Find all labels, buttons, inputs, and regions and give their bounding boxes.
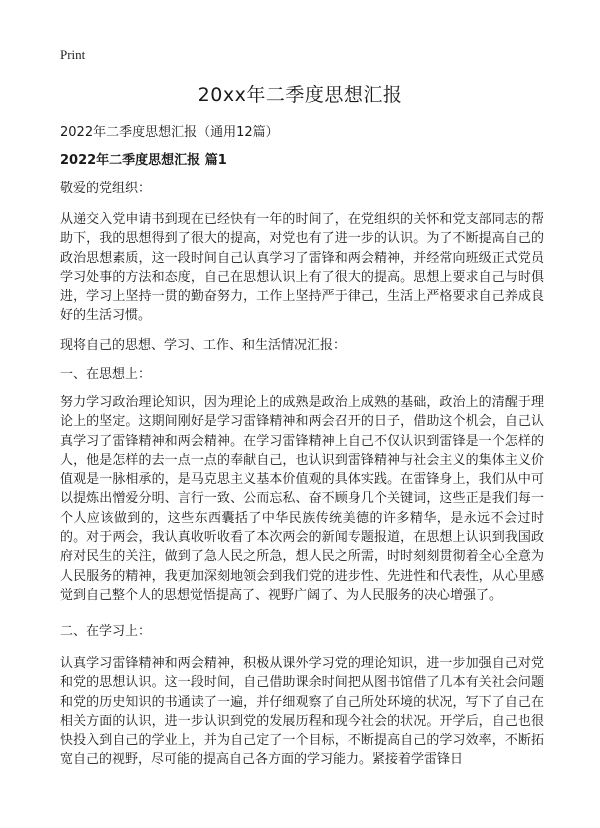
salutation: 敬爱的党组织： <box>60 181 152 196</box>
paragraph-thought: 努力学习政治理论知识，因为理论上的成熟是政治上成熟的基础，政治上的清醒于理论上的坚定。这期间刚好是学习雷锋精神和两会召开的日子，借助这个机会，自己认真学习了雷锋精神和两会精神。在学习雷锋精神上自己不仅认识到雷锋是一个怎样的人，他是怎样的去一点一点的奉献自己，也认识到雷锋精神与社会主义的集体主义价值观是一脉相承的，是马克思主义基本价值观的具体实践。在雷锋身上，我们从中可以提炼出憎爱分明、言行一致、公而忘私、奋不顾身几个关键词，这些正是我们每一个人应该做到的，这些东西囊括了中华民族传统美德的许多精华，是永远不会过时的。对于两会，我认真收听收看了本次两会的新闻专题报道，在思想上认识到我国政府对民生的关注，做到了急人民之所急，想人民之所需，时时刻刻贯彻着全心全意为人民服务的精神，我更加深刻地领会到我们党的进步性、先进性和代表性，从心里感觉到自己整个人的思想觉悟提高了、视野广阔了、为人民服务的决心增强了。 <box>60 395 544 603</box>
document-subtitle: 2022年二季度思想汇报（通用12篇） <box>60 125 279 140</box>
print-link[interactable]: Print <box>60 47 86 62</box>
paragraph-report-lead: 现将自己的思想、学习、工作、和生活情况汇报： <box>60 338 347 353</box>
heading-study: 二、在学习上： <box>60 624 152 639</box>
paragraph-study: 认真学习雷锋精神和两会精神，积极从课外学习党的理论知识，进一步加强自己对党和党的思想认识。这一段时间，自己借助课余时间把从图书馆借了几本有关社会问题和党的历史知识的书通读了一遍，并仔细观察了自己所处环境的状况，写下了自己在相关方面的认识，进一步认识到党的发展历程和现今社会的状况。开学后，自己也很快投入到自己的学业上，并为自己定了一个目标，不断提高自己的学习效率，不断拓宽自己的视野，尽可能的提高自己各方面的学习能力。紧接着学雷锋日 <box>60 656 544 768</box>
paragraph-intro: 从递交入党申请书到现在已经快有一年的时间了，在党组织的关怀和党支部同志的帮助下，我的思想得到了很大的提高，对党也有了进一步的认识。为了不断提高自己的政治思想素质，这一段时间自己认真学习了雷锋和两会精神，并经常向班级正式党员学习处事的方法和态度，自己在思想认识上有了很大的提高。思想上要求自己与时俱进，学习上坚持一贯的勤奋努力，工作上坚持严于律己，生活上严格要求自己养成良好的生活习惯。 <box>60 212 544 324</box>
section-title: 2022年二季度思想汇报 篇1 <box>60 153 227 168</box>
heading-thought: 一、在思想上： <box>60 367 152 382</box>
document-title: 20xx年二季度思想汇报 <box>197 84 403 106</box>
